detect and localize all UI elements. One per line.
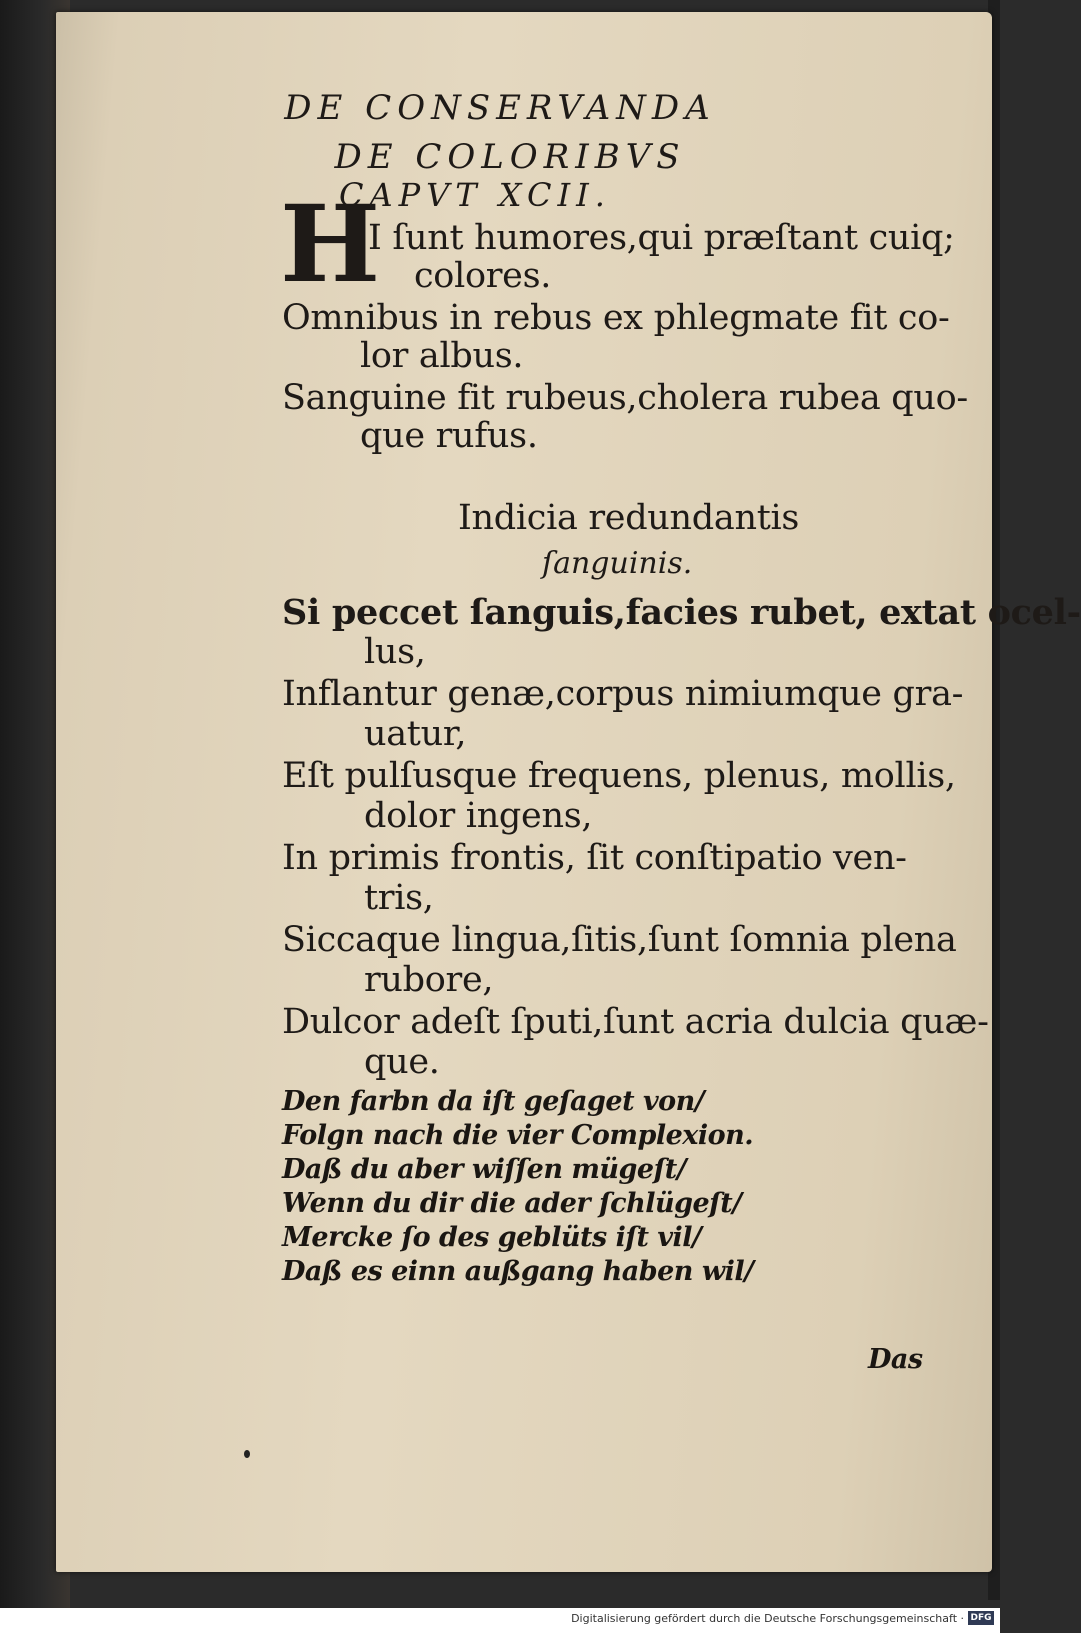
drop-initial: H [280, 181, 381, 306]
verse-line: Eſt pulſusque frequens, plenus, mollis, [282, 756, 956, 796]
verse-line: Siccaque lingua,ſitis,ſunt ſomnia plena [282, 920, 957, 960]
verse-line: Si peccet ſanguis,facies rubet, extat ocel- [282, 592, 1081, 633]
catchword: Das [868, 1344, 923, 1375]
section-subtitle: ſanguinis. [542, 546, 693, 581]
german-line: Daß es einn außgang haben wil/ [282, 1256, 754, 1287]
running-title: DE CONSERVANDA [284, 88, 716, 128]
section-title: Indicia redundantis [458, 498, 800, 538]
chapter-number: CAPVT XCII. [339, 176, 611, 214]
verse-line: Inflantur genæ,corpus nimiumque gra- [282, 674, 964, 714]
footer-credit: Digitalisierung gefördert durch die Deutsche Forschungsgemeinschaft · [571, 1612, 964, 1625]
german-line: Den farbn da iſt geſaget von/ [282, 1086, 705, 1117]
text-line: colores. [414, 256, 552, 296]
verse-line: Dulcor adeſt ſputi,ſunt acria dulcia quæ- [282, 1002, 989, 1042]
text-line: que rufus. [360, 416, 538, 456]
text-line: lor albus. [360, 336, 524, 376]
german-line: Mercke ſo des geblüts iſt vil/ [282, 1222, 702, 1253]
paper-speck [244, 1450, 250, 1458]
verse-line: In primis frontis, ſit conſtipatio ven- [282, 838, 907, 878]
dfg-logo: DFG [968, 1611, 994, 1625]
german-line: Folgn nach die vier Complexion. [282, 1120, 754, 1151]
verse-line: tris, [364, 878, 434, 918]
chapter-heading: DE COLORIBVS [334, 137, 686, 177]
german-line: Wenn du dir die ader ſchlügeſt/ [282, 1188, 742, 1219]
text-line: I ſunt humores,qui præſtant cuiq; [368, 218, 955, 258]
verse-line: que. [364, 1042, 440, 1082]
verse-line: uatur, [364, 714, 467, 754]
verse-line: dolor ingens, [364, 796, 593, 836]
verse-line: lus, [364, 632, 426, 672]
german-line: Daß du aber wiſſen mügeſt/ [282, 1154, 687, 1185]
text-line: Sanguine fit rubeus,cholera rubea quo- [282, 378, 968, 418]
text-line: Omnibus in rebus ex phlegmate fit co- [282, 298, 950, 338]
verse-line: rubore, [364, 960, 494, 1000]
